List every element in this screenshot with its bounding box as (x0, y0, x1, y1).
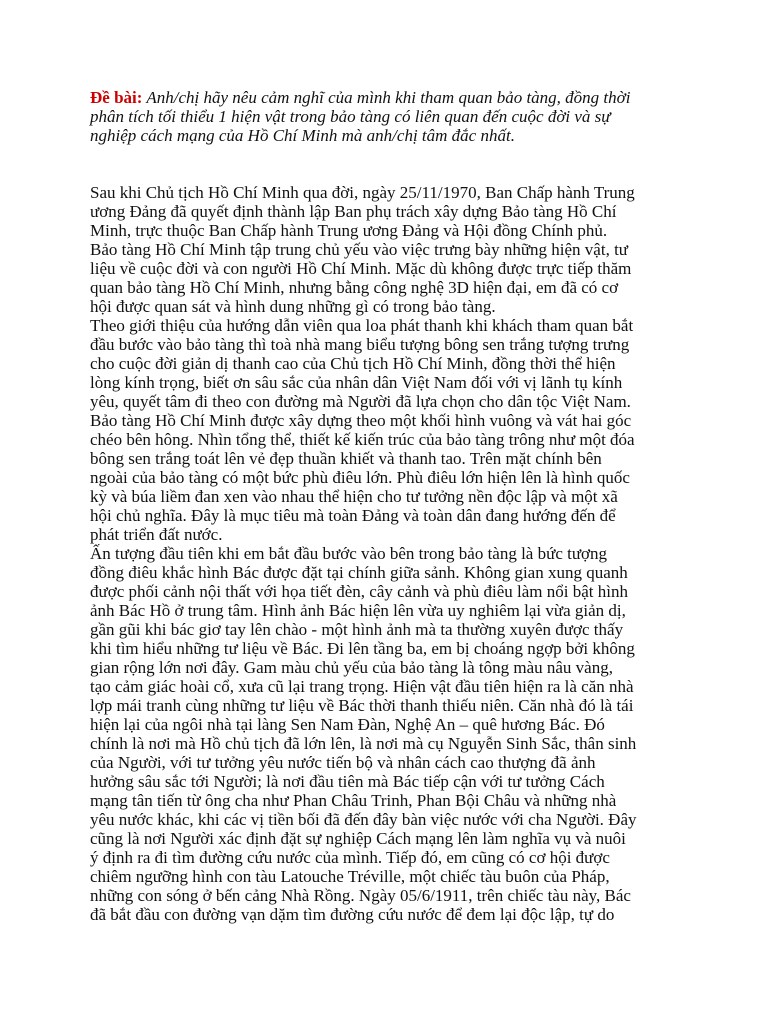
paragraph-2: Theo giới thiệu của hướng dẫn viên qua loa phát thanh khi khách tham quan bắt đầu bước vào bảo tàng thì toà nhà mang biểu tượng bông sen trắng tượng trưng cho cuộc đời giản dị thanh cao của Chủ tịch Hồ Chí Minh, đồng thời thể hiện lòng kính trọng, biết ơn sâu sắc của nhân dân Việt Nam đối với vị lãnh tụ kính yêu, quyết tâm đi theo con đường mà Người đã lựa chọn cho dân tộc Việt Nam. Bảo tàng Hồ Chí Minh được xây dựng theo một khối hình vuông và vát hai góc chéo bên hông. Nhìn tổng thể, thiết kế kiến trúc của bảo tàng trông như một đóa bông sen trắng toát lên vẻ đẹp thuần khiết và thanh tao. Trên mặt chính bên ngoài của bảo tàng có một bức phù điêu lớn. Phù điêu lớn hiện lên là hình quốc kỳ và búa liềm đan xen vào nhau thể hiện cho tư tưởng nền độc lập và một xã hội chủ nghĩa. Đây là mục tiêu mà toàn Đảng và toàn dân đang hướng đến để phát triển đất nước. (90, 316, 635, 544)
paragraph-1: Sau khi Chủ tịch Hồ Chí Minh qua đời, ngày 25/11/1970, Ban Chấp hành Trung ương Đảng đã quyết định thành lập Ban phụ trách xây dựng Bảo tàng Hồ Chí Minh, trực thuộc Ban Chấp hành Trung ương Đảng và Hội đồng Chính phủ. Bảo tàng Hồ Chí Minh tập trung chủ yếu vào việc trưng bày những hiện vật, tư liệu về cuộc đời và con người Hồ Chí Minh. Mặc dù không được trực tiếp thăm quan bảo tàng Hồ Chí Minh, nhưng bằng công nghệ 3D hiện đại, em đã có cơ hội được quan sát và hình dung những gì có trong bảo tàng. (90, 183, 635, 316)
document-page (90, 88, 690, 924)
prompt-label: Đề bài: (90, 88, 143, 107)
assignment-prompt (90, 88, 690, 145)
paragraph-3: Ấn tượng đầu tiên khi em bắt đầu bước vào bên trong bảo tàng là bức tượng đồng điêu khắc hình Bác được đặt tại chính giữa sảnh. Không gian xung quanh được phối cảnh nội thất với họa tiết đèn, cây cảnh và phù điêu làm nổi bật hình ảnh Bác Hồ ở trung tâm. Hình ảnh Bác hiện lên vừa uy nghiêm lại vừa giản dị, gần gũi khi bác giơ tay lên chào - một hình ảnh mà ta thường xuyên được thấy khi tìm hiểu những tư liệu về Bác. Đi lên tầng ba, em bị choáng ngợp bởi không gian rộng lớn nơi đây. Gam màu chủ yếu của bảo tàng là tông màu nâu vàng, tạo cảm giác hoài cổ, xưa cũ lại trang trọng. Hiện vật đầu tiên hiện ra là căn nhà lợp mái tranh cùng những tư liệu về Bác thời thanh thiếu niên. Căn nhà đó là tái hiện lại của ngôi nhà tại làng Sen Nam Đàn, Nghệ An – quê hương Bác. Đó chính là nơi mà Hồ chủ tịch đã lớn lên, là nơi mà cụ Nguyễn Sinh Sắc, thân sinh của Người, với tư tưởng yêu nước tiến bộ và nhân cách cao thượng đã ảnh hưởng sâu sắc tới Người; là nơi đầu tiên mà Bác tiếp cận với tư tưởng Cách mạng tân tiến từ ông cha như Phan Châu Trinh, Phan Bội Châu và những nhà yêu nước khác, khi các vị tiền bối đã đến đây bàn việc nước với cha Người. Đây cũng là nơi Người xác định đặt sự nghiệp Cách mạng lên làm nghĩa vụ và nuôi ý định ra đi tìm đường cứu nước của mình. Tiếp đó, em cũng có cơ hội được chiêm ngưỡng hình con tàu Latouche Tréville, một chiếc tàu buôn của Pháp, những con sóng ở bến cảng Nhà Rồng. Ngày 05/6/1911, trên chiếc tàu này, Bác đã bắt đầu con đường vạn dặm tìm đường cứu nước để đem lại độc lập, tự do (90, 544, 637, 924)
prompt-text: Anh/chị hãy nêu cảm nghĩ của mình khi tham quan bảo tàng, đồng thời phân tích tối thiểu 1 hiện vật trong bảo tàng có liên quan đến cuộc đời và sự nghiệp cách mạng của Hồ Chí Minh mà anh/chị tâm đắc nhất. (90, 88, 631, 145)
